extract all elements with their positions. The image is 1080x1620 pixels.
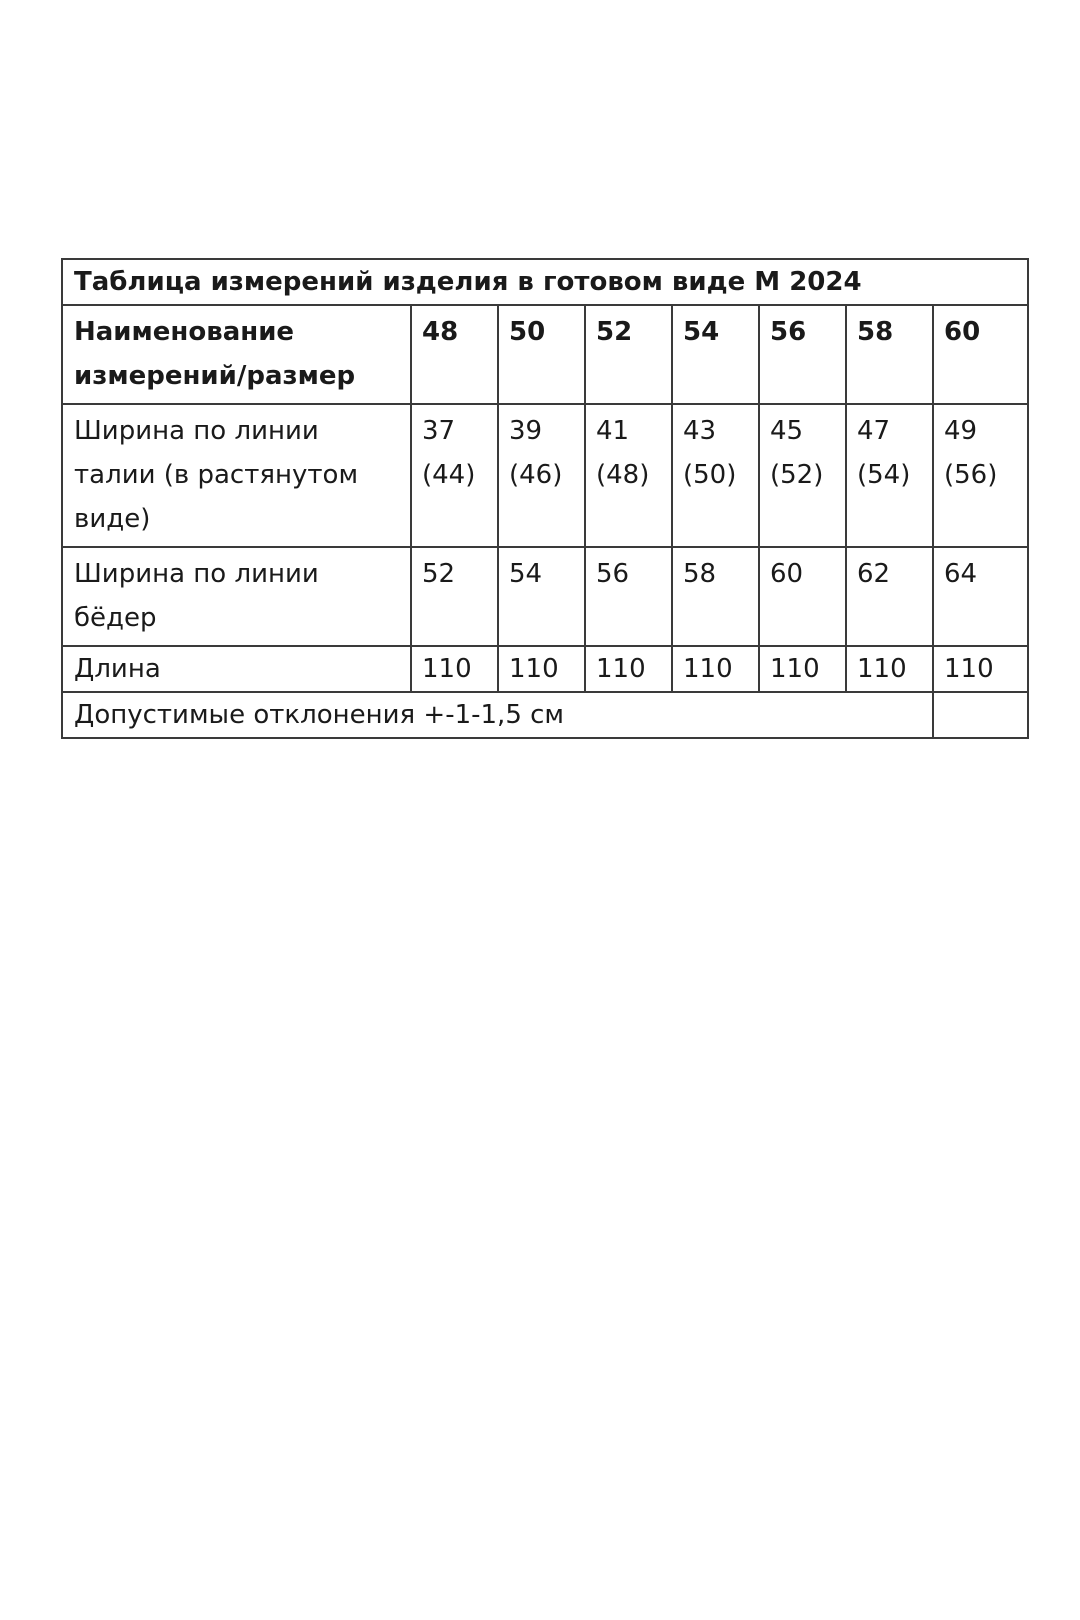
hips-value: 52 (411, 547, 498, 646)
waist-stretched-value: (44) (422, 460, 476, 490)
hips-value: 60 (759, 547, 846, 646)
table-header-row (62, 305, 1028, 404)
waist-value: 37 (422, 416, 456, 446)
length-value: 110 (498, 646, 585, 692)
size-54: 54 (672, 305, 759, 404)
empty-cell (933, 692, 1028, 738)
waist-stretched-value: (50) (683, 460, 737, 490)
row-label-waist: Ширина по линии талии (в растянутом виде) (62, 404, 411, 547)
tolerance-note: Допустимые отклонения +-1-1,5 см (62, 692, 933, 738)
hips-value: 56 (585, 547, 672, 646)
length-value: 110 (411, 646, 498, 692)
waist-cell (672, 404, 759, 547)
waist-value: 47 (857, 416, 891, 446)
waist-value: 43 (683, 416, 717, 446)
hips-value: 58 (672, 547, 759, 646)
waist-value: 49 (944, 416, 978, 446)
waist-cell (846, 404, 933, 547)
length-value: 110 (846, 646, 933, 692)
table-row-length (62, 646, 1028, 692)
waist-cell (585, 404, 672, 547)
size-48: 48 (411, 305, 498, 404)
table-note-row (62, 692, 1028, 738)
waist-value: 41 (596, 416, 630, 446)
table-title: Таблица измерений изделия в готовом виде М 2024 (62, 259, 1028, 305)
table-row-hips (62, 547, 1028, 646)
table-row-waist (62, 404, 1028, 547)
waist-value: 39 (509, 416, 543, 446)
size-56: 56 (759, 305, 846, 404)
length-value: 110 (672, 646, 759, 692)
header-label: Наименование измерений/размер (62, 305, 411, 404)
hips-value: 64 (933, 547, 1028, 646)
waist-stretched-value: (46) (509, 460, 563, 490)
waist-stretched-value: (52) (770, 460, 824, 490)
size-60: 60 (933, 305, 1028, 404)
measurement-table (61, 258, 1029, 739)
waist-cell (411, 404, 498, 547)
waist-value: 45 (770, 416, 804, 446)
length-value: 110 (585, 646, 672, 692)
hips-value: 62 (846, 547, 933, 646)
length-value: 110 (933, 646, 1028, 692)
hips-value: 54 (498, 547, 585, 646)
waist-stretched-value: (54) (857, 460, 911, 490)
waist-cell (498, 404, 585, 547)
size-58: 58 (846, 305, 933, 404)
length-value: 110 (759, 646, 846, 692)
row-label-length: Длина (62, 646, 411, 692)
waist-cell (933, 404, 1028, 547)
waist-stretched-value: (48) (596, 460, 650, 490)
table-title-row (62, 259, 1028, 305)
row-label-hips: Ширина по линии бёдер (62, 547, 411, 646)
size-50: 50 (498, 305, 585, 404)
waist-stretched-value: (56) (944, 460, 998, 490)
waist-cell (759, 404, 846, 547)
size-52: 52 (585, 305, 672, 404)
